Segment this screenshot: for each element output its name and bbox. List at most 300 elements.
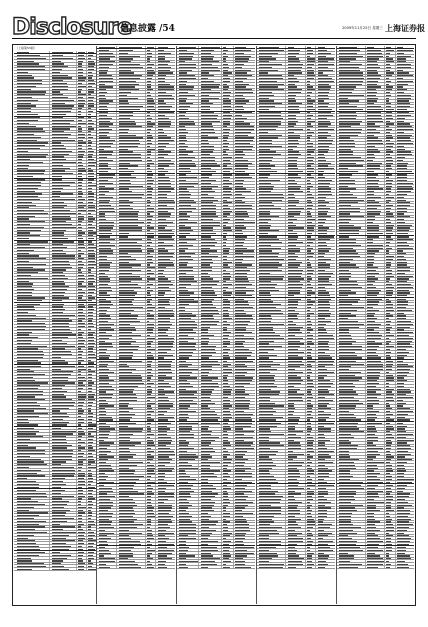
table-cell — [77, 288, 87, 290]
text-mark — [119, 56, 140, 57]
table-cell — [50, 94, 77, 96]
table-cell — [87, 441, 96, 443]
text-mark — [17, 179, 46, 180]
table-cell — [14, 204, 50, 206]
text-mark — [88, 137, 93, 138]
text-mark — [52, 69, 62, 70]
table-cell — [156, 86, 175, 88]
table-cell — [97, 128, 117, 130]
table-cell — [146, 63, 156, 65]
text-mark — [88, 117, 91, 118]
table-cell — [117, 167, 146, 169]
table-cell — [146, 167, 156, 169]
text-mark — [17, 320, 33, 321]
text-mark — [88, 230, 93, 231]
text-mark — [119, 157, 141, 158]
table-cell — [77, 110, 87, 112]
text-mark — [88, 275, 94, 276]
text-mark — [88, 399, 95, 400]
table-cell — [14, 68, 50, 70]
table-cell — [50, 291, 77, 293]
table-cell — [156, 167, 175, 169]
text-mark — [17, 55, 40, 56]
table-cell — [97, 165, 117, 167]
text-mark — [78, 100, 85, 101]
text-mark — [78, 329, 81, 330]
text-mark — [52, 507, 64, 508]
text-mark — [88, 555, 93, 556]
table-cell — [77, 74, 87, 76]
table-cell — [14, 128, 50, 130]
table-cell — [77, 198, 87, 200]
text-mark — [119, 47, 142, 48]
text-mark — [78, 105, 84, 106]
table-cell — [77, 122, 87, 124]
text-mark — [78, 524, 83, 525]
table-cell — [77, 63, 87, 65]
table-cell — [97, 145, 117, 147]
table-cell — [87, 433, 96, 435]
text-mark — [52, 348, 65, 349]
text-mark — [17, 450, 45, 451]
table-cell — [50, 495, 77, 497]
table-cell — [14, 172, 50, 174]
text-mark — [78, 103, 85, 104]
table-cell — [14, 237, 50, 239]
table-cell — [50, 128, 77, 130]
table-cell — [87, 139, 96, 141]
text-mark — [88, 218, 95, 219]
text-mark — [88, 156, 92, 157]
text-mark — [158, 112, 175, 113]
text-mark — [88, 478, 93, 479]
text-mark — [52, 558, 66, 559]
table-cell — [156, 174, 175, 176]
table-cell — [14, 334, 50, 336]
text-mark — [17, 205, 36, 206]
text-mark — [99, 118, 112, 119]
table-cell — [50, 427, 77, 429]
text-mark — [78, 461, 83, 462]
table-cell — [77, 514, 87, 516]
table-cell — [50, 311, 77, 313]
table-cell — [156, 165, 175, 167]
table-cell — [156, 139, 175, 141]
table-cell — [117, 77, 146, 79]
table-cell — [117, 89, 146, 91]
text-mark — [52, 332, 72, 333]
table-cell — [50, 393, 77, 395]
table-cell — [87, 560, 96, 562]
text-mark — [119, 146, 138, 147]
table-cell — [87, 461, 96, 463]
table-cell — [97, 69, 117, 71]
text-mark — [158, 53, 171, 54]
table-cell — [77, 286, 87, 288]
text-mark — [17, 83, 42, 84]
text-mark — [99, 112, 108, 113]
text-mark — [78, 162, 82, 163]
text-mark — [17, 380, 35, 381]
table-cell — [77, 336, 87, 338]
table-cell — [87, 136, 96, 138]
text-mark — [78, 255, 81, 256]
table-cell — [50, 57, 77, 59]
text-mark — [88, 126, 92, 127]
table-cell — [14, 71, 50, 73]
text-mark — [88, 77, 92, 78]
text-mark — [88, 518, 91, 519]
text-mark — [52, 566, 64, 567]
text-mark — [78, 241, 84, 242]
text-mark — [119, 86, 135, 87]
table-cell — [14, 306, 50, 308]
table-cell — [87, 164, 96, 166]
table-cell — [50, 461, 77, 463]
table-cell — [77, 461, 87, 463]
text-mark — [147, 135, 152, 136]
table-cell — [77, 413, 87, 415]
text-mark — [78, 196, 82, 197]
table-cell — [156, 112, 175, 114]
table-cell — [87, 452, 96, 454]
table-cell — [87, 486, 96, 488]
table-cell — [87, 288, 96, 290]
text-mark — [52, 354, 72, 355]
text-mark — [78, 89, 82, 90]
table-cell — [77, 226, 87, 228]
text-mark — [88, 114, 91, 115]
text-mark — [78, 526, 81, 527]
table-cell — [77, 509, 87, 511]
table-cell — [50, 306, 77, 308]
table-cell — [97, 100, 117, 102]
text-mark — [52, 289, 67, 290]
table-cell — [77, 260, 87, 262]
table-cell — [146, 66, 156, 68]
text-mark — [17, 142, 48, 143]
text-mark — [17, 369, 30, 370]
table-cell — [14, 526, 50, 528]
text-mark — [99, 149, 105, 150]
table-cell — [77, 232, 87, 234]
table-cell — [87, 371, 96, 373]
table-cell — [77, 353, 87, 355]
text-mark — [17, 238, 29, 239]
table-cell — [50, 345, 77, 347]
text-mark — [119, 126, 142, 127]
table-cell — [97, 117, 117, 119]
table-cell — [87, 252, 96, 254]
table-cell — [117, 91, 146, 93]
text-mark — [78, 552, 84, 553]
text-mark — [17, 140, 37, 141]
text-mark — [78, 137, 85, 138]
table-cell — [87, 306, 96, 308]
text-mark — [17, 80, 42, 81]
text-mark — [52, 560, 63, 561]
table-cell — [87, 554, 96, 556]
text-mark — [88, 422, 92, 423]
text-mark — [158, 70, 170, 71]
table-cell — [97, 114, 117, 116]
text-mark — [52, 385, 65, 386]
table-cell — [77, 258, 87, 260]
table-cell — [77, 274, 87, 276]
text-mark — [147, 115, 150, 116]
text-mark — [147, 126, 154, 127]
text-mark — [17, 193, 43, 194]
text-mark — [78, 388, 83, 389]
table-cell — [87, 161, 96, 163]
table-cell — [77, 350, 87, 352]
text-mark — [17, 261, 29, 262]
table-cell — [14, 512, 50, 514]
text-mark — [88, 170, 94, 171]
table-cell — [97, 86, 117, 88]
text-mark — [88, 128, 94, 129]
text-mark — [88, 371, 95, 372]
table-cell — [50, 531, 77, 533]
text-mark — [88, 318, 93, 319]
table-cell — [87, 66, 96, 68]
text-mark — [147, 137, 153, 138]
table-cell — [146, 89, 156, 91]
table-cell — [117, 46, 146, 48]
table-cell — [50, 226, 77, 228]
table-cell — [14, 472, 50, 474]
table-cell — [50, 421, 77, 423]
text-mark — [52, 120, 74, 121]
table-cell — [97, 49, 117, 51]
text-mark — [78, 232, 85, 233]
text-mark — [78, 543, 84, 544]
text-mark — [52, 173, 73, 174]
table-cell — [117, 63, 146, 65]
table-cell — [146, 100, 156, 102]
table-cell — [77, 158, 87, 160]
text-mark — [99, 135, 107, 136]
table-cell — [77, 438, 87, 440]
text-mark — [78, 142, 85, 143]
table-cell — [50, 170, 77, 172]
table-cell — [14, 291, 50, 293]
table-cell — [87, 244, 96, 246]
table-cell — [77, 80, 87, 82]
text-mark — [147, 112, 151, 113]
text-mark — [52, 442, 66, 443]
table-cell — [50, 452, 77, 454]
text-mark — [52, 117, 63, 118]
text-mark — [17, 490, 36, 491]
table-cell — [14, 495, 50, 497]
table-cell — [14, 540, 50, 542]
table-cell — [50, 286, 77, 288]
table-cell — [77, 447, 87, 449]
table-cell — [117, 86, 146, 88]
text-mark — [52, 521, 67, 522]
text-mark — [17, 306, 34, 307]
table-cell — [87, 399, 96, 401]
table-cell — [87, 184, 96, 186]
text-mark — [78, 496, 85, 497]
table-cell — [14, 102, 50, 104]
text-mark — [99, 81, 113, 82]
text-mark — [78, 123, 86, 124]
table-cell — [87, 142, 96, 144]
table-cell — [87, 540, 96, 542]
text-mark — [158, 98, 174, 99]
table-cell — [87, 54, 96, 56]
table-cell — [50, 85, 77, 87]
text-mark — [88, 269, 91, 270]
table-cell — [14, 328, 50, 330]
table-cell — [87, 401, 96, 403]
text-mark — [158, 163, 175, 164]
table-cell — [77, 283, 87, 285]
table-cell — [117, 49, 146, 51]
table-cell — [87, 404, 96, 406]
text-mark — [88, 424, 96, 425]
table-cell — [77, 119, 87, 121]
text-mark — [17, 481, 36, 482]
table-cell — [77, 560, 87, 562]
text-mark — [158, 151, 171, 152]
text-mark — [52, 185, 70, 186]
text-mark — [78, 80, 85, 81]
text-mark — [52, 315, 75, 316]
table-cell — [14, 190, 50, 192]
text-mark — [147, 163, 154, 164]
text-mark — [78, 218, 84, 219]
table-cell — [50, 477, 77, 479]
text-mark — [52, 77, 71, 78]
table-cell — [14, 223, 50, 225]
table-cell — [14, 520, 50, 522]
table-cell — [77, 96, 87, 98]
text-mark — [99, 58, 111, 59]
table-cell — [14, 283, 50, 285]
table-cell — [50, 514, 77, 516]
table-cell — [50, 218, 77, 220]
table-cell — [14, 280, 50, 282]
text-mark — [119, 140, 139, 141]
text-mark — [52, 292, 65, 293]
table-cell — [156, 58, 175, 60]
text-mark — [52, 244, 63, 245]
table-cell — [77, 455, 87, 457]
text-mark — [78, 173, 82, 174]
text-mark — [119, 98, 138, 99]
table-cell — [14, 514, 50, 516]
text-mark — [17, 431, 39, 432]
text-mark — [78, 69, 82, 70]
table-cell — [97, 126, 117, 128]
table-cell — [117, 112, 146, 114]
text-mark — [52, 176, 62, 177]
table-cell — [97, 137, 117, 139]
text-mark — [78, 453, 84, 454]
table-cell — [87, 179, 96, 181]
text-mark — [88, 241, 92, 242]
text-mark — [78, 382, 83, 383]
table-cell — [87, 198, 96, 200]
table-cell — [146, 112, 156, 114]
text-mark — [78, 529, 83, 530]
text-mark — [88, 366, 94, 367]
text-mark — [17, 348, 38, 349]
text-mark — [147, 146, 150, 147]
table-cell — [156, 176, 175, 178]
table-cell — [146, 174, 156, 176]
text-mark — [17, 269, 45, 270]
table-cell — [87, 427, 96, 429]
table-cell — [77, 545, 87, 547]
table-cell — [14, 563, 50, 565]
table-cell — [156, 123, 175, 125]
table-cell — [97, 153, 117, 155]
text-mark — [78, 315, 85, 316]
table-cell — [77, 91, 87, 93]
text-mark — [147, 109, 155, 110]
table-cell — [146, 61, 156, 63]
table-cell — [97, 120, 117, 122]
table-cell — [50, 492, 77, 494]
table-cell — [87, 63, 96, 65]
table-cell — [14, 209, 50, 211]
table-cell — [87, 156, 96, 158]
text-mark — [78, 515, 81, 516]
text-mark — [119, 174, 131, 175]
table-cell — [97, 77, 117, 79]
text-mark — [78, 408, 82, 409]
text-mark — [52, 247, 67, 248]
table-cell — [87, 57, 96, 59]
text-mark — [78, 558, 82, 559]
text-mark — [88, 80, 94, 81]
text-mark — [52, 66, 68, 67]
table-cell — [14, 477, 50, 479]
text-mark — [17, 278, 48, 279]
table-cell — [87, 117, 96, 119]
text-mark — [119, 151, 133, 152]
text-mark — [78, 428, 82, 429]
table-cell — [50, 215, 77, 217]
text-mark — [52, 459, 72, 460]
text-mark — [52, 94, 63, 95]
text-mark — [17, 558, 31, 559]
table-cell — [156, 94, 175, 96]
text-mark — [88, 123, 94, 124]
table-cell — [87, 223, 96, 225]
table-cell — [77, 128, 87, 130]
table-cell — [50, 252, 77, 254]
text-mark — [52, 232, 64, 233]
text-mark — [88, 563, 93, 564]
table-cell — [117, 69, 146, 71]
text-mark — [119, 81, 136, 82]
text-mark — [88, 540, 96, 541]
text-mark — [119, 61, 131, 62]
table-cell — [77, 503, 87, 505]
text-mark — [88, 402, 94, 403]
table-cell — [77, 362, 87, 364]
table-cell — [50, 136, 77, 138]
text-mark — [88, 196, 94, 197]
table-cell — [14, 221, 50, 223]
text-mark — [78, 481, 85, 482]
table-cell — [77, 410, 87, 412]
